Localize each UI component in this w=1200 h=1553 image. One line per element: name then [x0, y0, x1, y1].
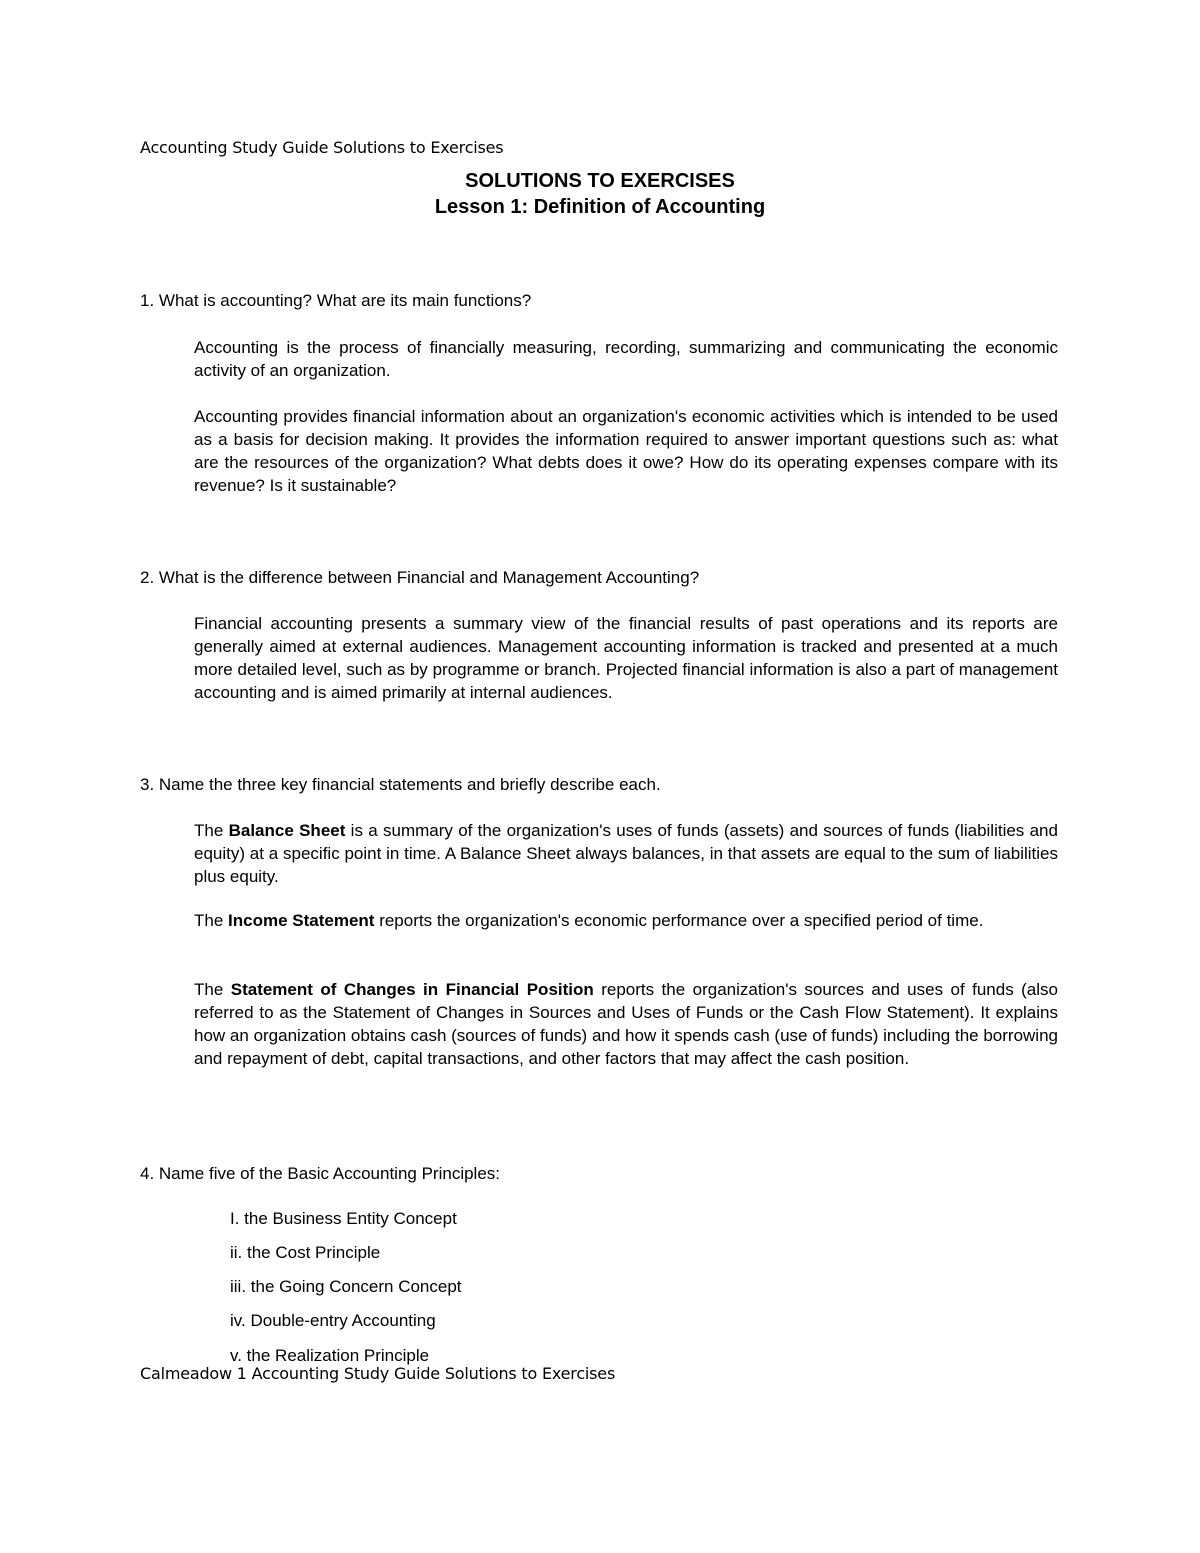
balance-sheet-term: Balance Sheet — [228, 821, 346, 840]
principle-list-item: ii. the Cost Principle — [230, 1243, 381, 1262]
balance-sheet-text: is a summary of the organization's uses of funds (assets) and sources of funds (liabilities and equity) at a specific point in time. A Balance Sheet always balances, in that assets are equal to the sum of liabilities plus equity. — [194, 821, 1058, 886]
document-title: SOLUTIONS TO EXERCISES — [465, 170, 735, 192]
answer-3-changes-statement — [194, 978, 1058, 1070]
answer-1-paragraph-1: Accounting is the process of financially measuring, recording, summarizing and communicating the economic activity of an organization. — [194, 338, 1058, 380]
principle-list-item: I. the Business Entity Concept — [230, 1209, 457, 1228]
principle-list-item: iii. the Going Concern Concept — [230, 1277, 462, 1296]
answer-3-income-statement — [194, 909, 1058, 932]
income-statement-term: Income Statement — [228, 911, 375, 930]
answer-2-paragraph-1: Financial accounting presents a summary view of the financial results of past operations and its reports are generally aimed at external audiences. Management accounting information is tracked and presented at a much more detailed level, such as by programme or branch. Projected financial information is also a part of management accounting and is aimed primarily at internal audiences. — [194, 614, 1058, 702]
balance-sheet-prefix: The — [194, 821, 229, 840]
changes-statement-text: reports the organization's sources and uses of funds (also referred to as the Statement of Changes in Sources and Uses of Funds or the Cash Flow Statement). It explains how an organization obtains cash (sources of funds) and how it spends cash (use of funds) including the borrowing and repayment of debt, capital transactions, and other factors that may affect the cash position. — [194, 980, 1058, 1068]
question-1: 1. What is accounting? What are its main functions? — [140, 291, 532, 310]
question-4: 4. Name five of the Basic Accounting Principles: — [140, 1164, 501, 1183]
principle-list-item: v. the Realization Principle — [230, 1346, 430, 1365]
answer-3-balance-sheet — [194, 819, 1058, 888]
running-header: Accounting Study Guide Solutions to Exercises — [140, 138, 504, 157]
changes-statement-prefix: The — [194, 980, 231, 999]
question-2: 2. What is the difference between Financial and Management Accounting? — [140, 568, 700, 587]
lesson-title: Lesson 1: Definition of Accounting — [434, 196, 766, 218]
running-footer: Calmeadow 1 Accounting Study Guide Solutions to Exercises — [140, 1364, 616, 1383]
changes-statement-term: Statement of Changes in Financial Position — [230, 980, 594, 999]
income-statement-text: reports the organization's economic performance over a specified period of time. — [374, 911, 984, 930]
income-statement-prefix: The — [194, 911, 229, 930]
answer-1-paragraph-2: Accounting provides financial information about an organization's economic activities which is intended to be used as a basis for decision making. It provides the information required to answer important questions such as: what are the resources of the organization? What debts does it owe? How do its operating expenses compare with its revenue? Is it sustainable? — [194, 407, 1058, 495]
principle-list-item: iv. Double-entry Accounting — [230, 1311, 436, 1330]
question-3: 3. Name the three key financial statements and briefly describe each. — [140, 775, 661, 794]
